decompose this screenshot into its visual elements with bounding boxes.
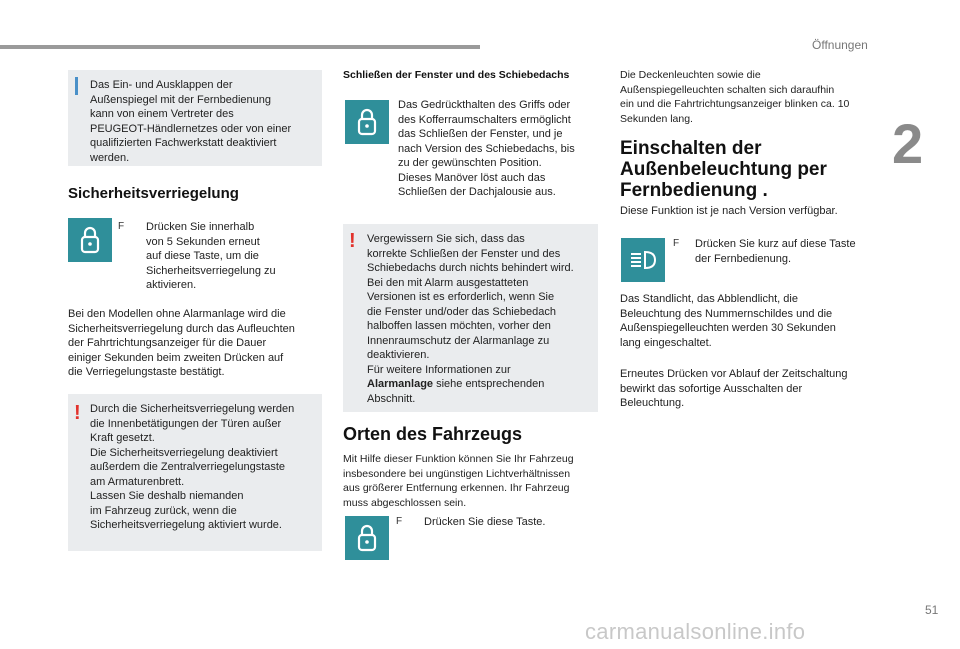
section-heading-sicherheitsverriegelung: Sicherheitsverriegelung — [68, 185, 239, 202]
warning-icon: ! — [74, 402, 81, 424]
warning-text-c: Abschnitt. — [367, 392, 416, 405]
warning-text: Durch die Sicherheitsverriegelung werden die Innenbetätigungen der Türen außer Kraft gesetzt. Die Sicherheitsverriegelung deaktiviert außerdem die Zentralverriegelungstaste am Armaturenbrett. Lassen Sie deshalb niemanden im Fahrzeug zurück, wenn die Sicherheitsverriegelung aktiviert wurde. — [90, 403, 295, 531]
bullet-text: Drücken Sie innerhalb von 5 Sekunden erneut auf diese Taste, um die Sicherheitsverriegelung zu aktivieren. — [146, 221, 276, 291]
header-rule — [0, 45, 480, 49]
paragraph-orten: Mit Hilfe dieser Funktion können Sie Ihr Fahrzeug insbesondere bei ungünstigen Lichtverhältnissen aus größerer Entfernung erkennen. Ihr Fahrzeug muss abgeschlossen sein. — [343, 453, 574, 509]
paragraph-availability: Diese Funktion ist je nach Version verfügbar. — [620, 205, 838, 217]
warning-text-a: Vergewissern Sie sich, dass das korrekte Schließen der Fenster und des Schiebedachs durch nichts behindert wird. Bei den mit Alarm ausgestatteten Versionen ist es erforderlich, wenn Sie die Fenster und/oder das Schiebedach halboffen lassen möchten, vorher den Innenraumschutz der Alarmanlage zu deaktivieren. Für weitere Informationen zur — [367, 233, 574, 376]
section-label: Öffnungen — [812, 38, 868, 52]
bullet-text-2: Drücken Sie diese Taste. — [424, 516, 546, 528]
warning-icon-windows: ! — [349, 230, 356, 252]
headlight-button-icon — [621, 238, 665, 282]
warning-text-b: siehe entsprechenden — [433, 378, 545, 390]
chapter-number: 2 — [892, 112, 924, 175]
watermark: carmanualsonline.info — [585, 619, 806, 644]
icon-text-windows: Das Gedrückthalten des Griffs oder des Kofferraumschalters ermöglicht das Schließen der Fenster, und je nach Version des Schiebedachs, bis zu der gewünschten Position. Dieses Manöver löst auch das Schließen der Dachjalousie aus. — [398, 99, 575, 198]
bullet-locate — [396, 515, 596, 530]
warning-box-windows — [343, 224, 598, 412]
warning-box — [68, 394, 322, 551]
bullet-marker-2: F — [396, 516, 403, 527]
warning-text-windows — [367, 232, 599, 406]
page-number: 51 — [925, 603, 939, 617]
paragraph-lights-30s: Das Standlicht, das Abblendlicht, die Beleuchtung des Nummernschildes und die Außenspiegelleuchten werden 30 Sekunden lang eingeschaltet. — [620, 293, 836, 349]
unlock-button-icon — [345, 100, 389, 144]
paragraph-lights-off: Erneutes Drücken vor Ablauf der Zeitschaltung bewirkt das sofortige Ausschalten der Beleuchtung. — [620, 368, 848, 409]
warning-text-bold: Alarmanlage — [367, 378, 434, 390]
paragraph-alarm: Bei den Modellen ohne Alarmanlage wird die Sicherheitsverriegelung durch das Aufleuchten der Fahrtrichtungsanzeiger für die Dauer einiger Sekunden beim zweiten Drücken auf die Verriegelungstaste bestätigt. — [68, 308, 295, 378]
bullet-marker-3: F — [673, 238, 680, 249]
bullet-marker: F — [118, 221, 125, 232]
bullet-press-button — [118, 220, 318, 293]
info-icon — [75, 77, 78, 95]
lock-button-icon — [68, 218, 112, 262]
info-box — [68, 70, 322, 166]
bullet-text-3: Drücken Sie kurz auf diese Taste der Fernbedienung. — [695, 238, 856, 265]
locate-button-icon — [345, 516, 389, 560]
bullet-headlight — [673, 237, 883, 266]
section-heading-aussenbeleuchtung: Einschalten der Außenbeleuchtung per Fernbedienung . — [620, 138, 827, 201]
paragraph-lights-on: Die Deckenleuchten sowie die Außenspiegelleuchten schalten sich daraufhin ein und die Fahrtrichtungsanzeiger blinken ca. 10 Sekunden lang. — [620, 69, 850, 125]
section-heading-orten: Orten des Fahrzeugs — [343, 424, 523, 444]
info-text: Das Ein- und Ausklappen der Außenspiegel mit der Fernbedienung kann von einem Vertreter des PEUGEOT-Händlernetzes oder von einer qualifizierten Fachwerkstatt deaktiviert werden. — [90, 79, 292, 164]
subheading-windows: Schließen der Fenster und des Schiebedachs — [343, 69, 570, 81]
